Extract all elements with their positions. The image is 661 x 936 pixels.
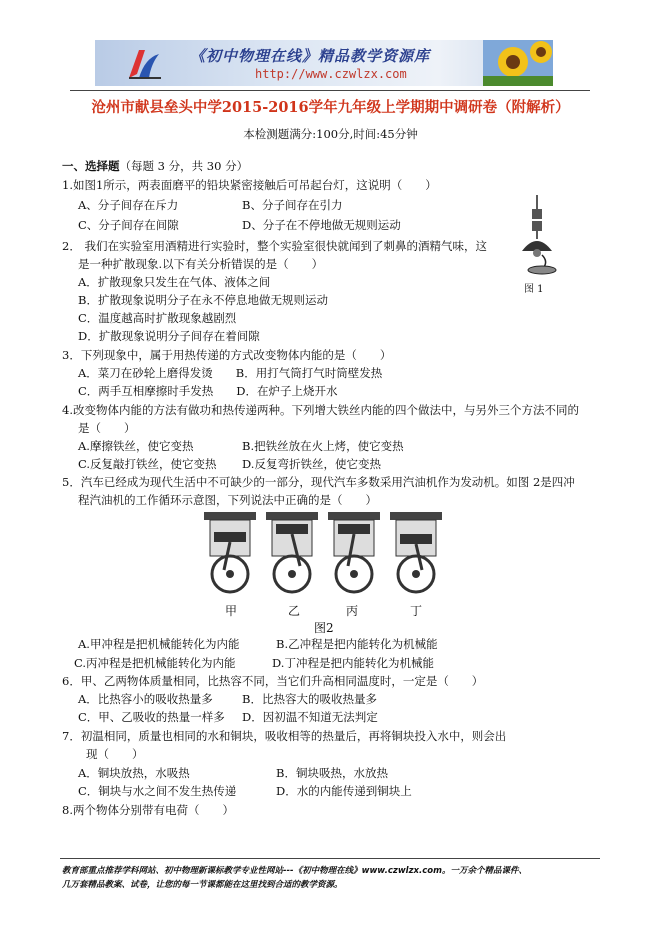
q7-option-d: D．水的内能传递到铜块上 bbox=[276, 784, 412, 798]
q5-option-b: B.乙冲程是把内能转化为机械能 bbox=[276, 637, 438, 651]
fig2-label-yi: 乙 bbox=[288, 604, 301, 618]
figure2-caption: 图2 bbox=[314, 621, 334, 635]
q5-option-c: C.丙冲程是把机械能转化为内能 bbox=[74, 656, 236, 670]
q2-option-b: B．扩散现象说明分子在永不停息地做无规则运动 bbox=[78, 293, 328, 307]
engine-stroke-jia bbox=[204, 512, 256, 592]
q2-option-d: D．扩散现象说明分子间存在着间隙 bbox=[78, 329, 260, 343]
q4-option-d: D.反复弯折铁丝，使它变热 bbox=[242, 457, 381, 471]
figure1-caption: 图 1 bbox=[524, 284, 544, 295]
q4-option-c: C.反复敲打铁丝，使它变热 bbox=[78, 457, 217, 471]
q2-stem-line1: 2． 我们在实验室用酒精进行实验时，整个实验室很快就闻到了刺鼻的酒精气味，这 bbox=[62, 239, 487, 253]
footer-divider bbox=[60, 858, 600, 859]
q6-option-c: C．甲、乙吸收的热量一样多 bbox=[78, 710, 225, 724]
fig2-label-ding: 丁 bbox=[410, 604, 423, 618]
q2-option-a: A．扩散现象只发生在气体、液体之间 bbox=[78, 275, 271, 289]
q4-option-b: B.把铁丝放在火上烤，使它变热 bbox=[242, 439, 404, 453]
q6-option-d: D．因初温不知道无法判定 bbox=[242, 710, 378, 724]
header-banner bbox=[95, 40, 553, 86]
q4-stem-line2: 是（ ） bbox=[78, 421, 136, 435]
q3-stem: 3．下列现象中，属于用热传递的方式改变物体内能的是（ ） bbox=[62, 348, 392, 362]
q7-option-c: C．铜块与水之间不发生热传递 bbox=[78, 784, 237, 798]
fig2-label-bing: 丙 bbox=[346, 604, 359, 618]
q1-stem: 1.如图1所示，两表面磨平的铅块紧密接触后可吊起台灯，这说明（ ） bbox=[62, 178, 437, 192]
q2-stem-line2: 是一种扩散现象.以下有关分析错误的是（ ） bbox=[78, 257, 324, 271]
banner-title: 《初中物理在线》精品教学资源库 bbox=[190, 47, 431, 65]
q7-stem-line2: 现（ ） bbox=[86, 747, 144, 761]
footer-line1: 教育部重点推荐学科网站、初中物理新课标教学专业性网站---《初中物理在线》www.czwlzx.com。一万余个精品课件、 bbox=[62, 866, 527, 876]
q7-stem-line1: 7．初温相同，质量也相同的水和铜块，吸收相等的热量后，再将铜块投入水中，则会出 bbox=[62, 729, 507, 743]
q4-option-a: A.摩擦铁丝，使它变热 bbox=[78, 439, 194, 453]
q3-options-cd: C．两手互相摩擦时手发热 D．在炉子上烧开水 bbox=[78, 384, 338, 398]
q3-options-ab: A．菜刀在砂轮上磨得发烫 B．用打气筒打气时筒壁发热 bbox=[78, 366, 383, 380]
q7-option-a: A．铜块放热，水吸热 bbox=[78, 766, 190, 780]
q6-option-a: A．比热容小的吸收热量多 bbox=[78, 692, 213, 706]
figure2-engine-diagram bbox=[196, 510, 446, 600]
q1-option-b: B、分子间存在引力 bbox=[242, 198, 343, 212]
q1-option-d: D、分子在不停地做无规则运动 bbox=[242, 218, 401, 232]
figure1-lamp-icon bbox=[512, 195, 562, 275]
q5-stem-line1: 5．汽车已经成为现代生活中不可缺少的一部分，现代汽车多数采用汽油机作为发动机。如图 2是四冲 bbox=[62, 475, 575, 489]
q5-stem-line2: 程汽油机的工作循环示意图，下列说法中正确的是（ ） bbox=[78, 493, 377, 507]
document-title: 沧州市献县垒头中学2015-2016学年九年级上学期期中调研卷（附解析） bbox=[91, 99, 570, 116]
section-heading bbox=[62, 158, 248, 174]
engine-stroke-yi bbox=[266, 512, 318, 592]
q8-stem: 8.两个物体分别带有电荷（ ） bbox=[62, 803, 234, 817]
footer-line2: 几万套精品教案、试卷，让您的每一节课都能在这里找到合适的教学资源。 bbox=[62, 880, 343, 890]
banner-url[interactable]: http://www.czwlzx.com bbox=[255, 67, 407, 81]
q5-option-d: D.丁冲程是把内能转化为机械能 bbox=[272, 656, 434, 670]
site-logo-icon bbox=[125, 44, 165, 82]
q1-option-c: C、分子间存在间隙 bbox=[78, 218, 179, 232]
q2-option-c: C．温度越高时扩散现象越剧烈 bbox=[78, 311, 237, 325]
q4-stem-line1: 4.改变物体内能的方法有做功和热传递两种。下列增大铁丝内能的四个做法中，与另外三个方法不同的 bbox=[62, 403, 579, 417]
q7-option-b: B．铜块吸热，水放热 bbox=[276, 766, 388, 780]
section-note: （每题 3 分，共 30 分） bbox=[119, 159, 249, 173]
q5-option-a: A.甲冲程是把机械能转化为内能 bbox=[78, 637, 240, 651]
header-divider bbox=[70, 90, 590, 91]
engine-stroke-ding bbox=[390, 512, 442, 592]
q1-option-a: A、分子间存在斥力 bbox=[78, 198, 179, 212]
engine-stroke-bing bbox=[328, 512, 380, 592]
section-label: 一、选择题 bbox=[62, 159, 120, 173]
fig2-label-jia: 甲 bbox=[225, 604, 238, 618]
sunflower-icon bbox=[483, 40, 553, 86]
document-subtitle: 本检测题满分:100分,时间:45分钟 bbox=[243, 127, 418, 141]
q6-option-b: B．比热容大的吸收热量多 bbox=[242, 692, 377, 706]
q6-stem: 6．甲、乙两物体质量相同，比热容不同，当它们升高相同温度时，一定是（ ） bbox=[62, 674, 484, 688]
